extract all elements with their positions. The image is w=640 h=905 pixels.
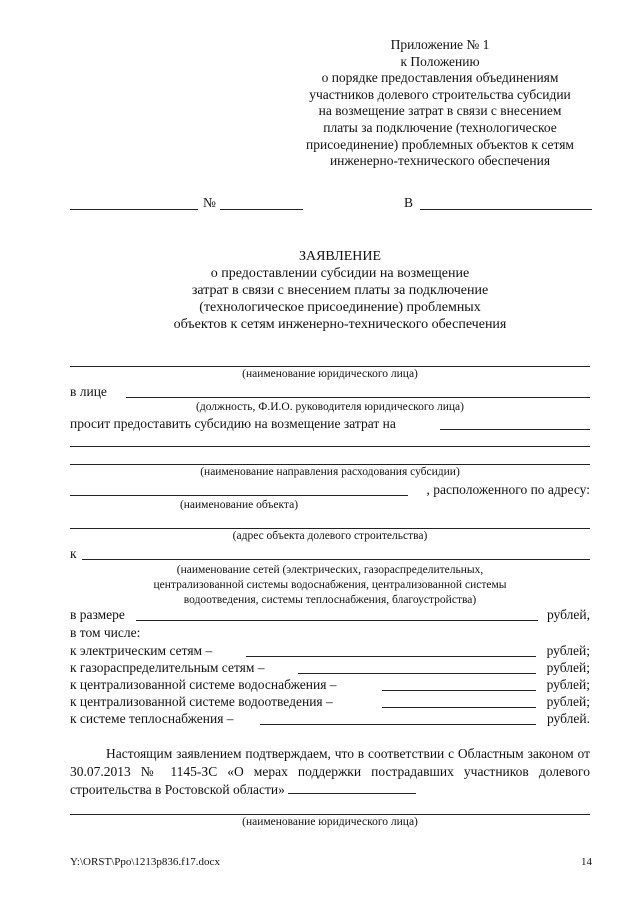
amount-unit: рублей, (546, 607, 590, 622)
confirmation-inline-field[interactable] (288, 782, 416, 794)
statement-subtitle-line: объектов к сетям инженерно-технического обеспечения (173, 317, 507, 332)
appendix-line: присоединение) проблемных объектов к сетям (306, 136, 574, 152)
breakdown-row (70, 711, 590, 729)
confirmation-paragraph (70, 745, 590, 799)
request-row (70, 416, 590, 434)
object-address-field[interactable] (70, 528, 590, 529)
breakdown-unit: рублей; (546, 643, 590, 658)
statement-subtitle-line: (технологическое присоединение) проблемных (199, 300, 481, 315)
breakdown-unit: рублей; (546, 694, 590, 709)
legal-entity-caption-2: (наименование юридического лица) (242, 816, 418, 828)
registration-number-field[interactable] (220, 209, 303, 210)
appendix-line: о порядке предоставления объединениям (321, 70, 559, 86)
heat-supply-amount-field[interactable] (260, 724, 536, 725)
registration-number-label: № (203, 195, 216, 210)
object-caption: (наименование объекта) (179, 499, 299, 511)
expense-purpose-field[interactable] (440, 429, 590, 430)
networks-caption-line: централизованной системы водоснабжения, централизованной системы (153, 579, 507, 591)
registration-date-field[interactable] (70, 209, 198, 210)
appendix-line: инженерно-технического обеспечения (329, 153, 551, 169)
amount-row (70, 607, 590, 625)
drainage-amount-field[interactable] (382, 707, 536, 708)
page-number: 14 (581, 856, 592, 868)
including-label: в том числе: (70, 625, 141, 640)
address-caption: (адрес объекта долевого строительства) (232, 530, 428, 542)
recipient-field[interactable] (420, 209, 592, 210)
representative-field[interactable] (126, 397, 590, 398)
appendix-line: участников долевого строительства субсидии (309, 86, 571, 102)
statement-title-text: ЗАЯВЛЕНИЕ (298, 249, 382, 264)
breakdown-row (70, 677, 590, 695)
breakdown-row (70, 694, 590, 712)
request-text: просит предоставить субсидию на возмещение затрат на (70, 416, 396, 431)
breakdown-unit: рублей; (546, 677, 590, 692)
networks-field[interactable] (82, 559, 590, 560)
amount-field[interactable] (136, 620, 538, 621)
object-name-field[interactable] (70, 495, 408, 496)
legal-entity-field-2[interactable] (70, 814, 590, 815)
footer-file-path: Y:\ORST\Ppo\1213p836.f17.docx (70, 856, 220, 868)
breakdown-label: к газораспределительным сетям – (70, 660, 265, 675)
expense-purpose-field-3[interactable] (70, 464, 590, 465)
legal-entity-caption: (наименование юридического лица) (242, 368, 418, 380)
representative-row (70, 384, 590, 402)
in-person-label: в лице (70, 384, 107, 399)
statement-subtitle-line: затрат в связи с внесением платы за подключение (191, 283, 489, 298)
located-text: , расположенного по адресу: (426, 482, 590, 497)
appendix-line: Приложение № 1 (390, 37, 490, 52)
appendix-header (280, 37, 600, 170)
statement-title (140, 248, 540, 333)
confirmation-text: Настоящим заявлением подтверждаем, что в соответствии с Областным законом от 30.07.2013 № 1145-ЗС «О мерах поддержки пострадавших участников долевого строительства в Ростовской области» (70, 746, 590, 797)
networks-caption-line: (наименование сетей (электрических, газораспределительных, (176, 564, 484, 576)
object-row (70, 482, 590, 500)
breakdown-unit: рублей; (546, 660, 590, 675)
statement-subtitle-line: о предоставлении субсидии на возмещение (210, 266, 470, 281)
gas-amount-field[interactable] (298, 673, 536, 674)
networks-row (70, 546, 590, 564)
to-label: к (70, 546, 77, 561)
networks-caption-line: водоотведения, системы теплоснабжения, благоустройства) (183, 594, 477, 606)
breakdown-unit: рублей. (546, 711, 590, 726)
networks-caption (70, 563, 590, 608)
direction-caption: (наименование направления расходования субсидии) (200, 466, 460, 478)
breakdown-row (70, 643, 590, 661)
expense-purpose-field-2[interactable] (70, 446, 590, 447)
recipient-label: В (404, 195, 414, 210)
appendix-line: на возмещение затрат в связи с внесением (318, 103, 562, 119)
legal-entity-field[interactable] (70, 366, 590, 367)
breakdown-label: к системе теплоснабжения – (70, 711, 234, 726)
breakdown-row (70, 660, 590, 678)
water-supply-amount-field[interactable] (382, 690, 536, 691)
position-caption: (должность, Ф.И.О. руководителя юридического лица) (196, 401, 464, 413)
breakdown-label: к электрическим сетям – (70, 643, 213, 658)
breakdown-label: к централизованной системе водоснабжения – (70, 677, 337, 692)
breakdown-label: к централизованной системе водоотведения – (70, 694, 333, 709)
appendix-line: к Положению (400, 53, 480, 69)
amount-label: в размере (70, 607, 125, 622)
appendix-line: платы за подключение (технологическое (323, 119, 557, 135)
electric-amount-field[interactable] (246, 656, 536, 657)
